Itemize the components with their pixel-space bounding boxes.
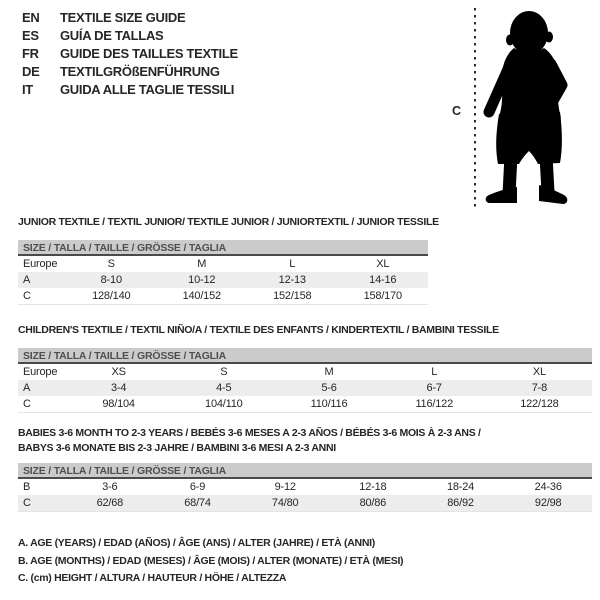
value-cell: 6-7 [426,382,442,394]
value-cell: 8-10 [100,274,122,286]
height-measure-dotted-line [474,8,476,208]
value-cell: 116/122 [415,398,453,410]
junior-size-table [18,240,428,305]
value-cell: 110/116 [310,398,348,410]
size-cell: L [289,258,296,270]
babies-size-table [18,463,592,512]
size-header-banner: SIZE / TALLA / TAILLE / GRÖSSE / TAGLIA [18,348,592,364]
section-children [18,323,592,413]
value-cell: 7-8 [531,382,548,394]
language-row-de [22,63,238,81]
language-row-es [22,27,238,45]
value-cell: 128/140 [92,290,131,302]
section-junior [18,215,439,305]
table-row [18,288,428,304]
row-label: C [23,398,31,410]
size-cell: XL [532,366,546,378]
height-measure-label: C [452,104,462,118]
section-title: JUNIOR TEXTILE / TEXTIL JUNIOR/ TEXTILE JUNIOR / JUNIORTEXTIL / JUNIOR TESSILE [18,216,439,228]
value-cell: 152/158 [273,290,312,302]
language-row-it [22,81,238,99]
toddler-silhouette-icon [481,6,573,210]
section-title-line1: BABIES 3-6 MONTH TO 2-3 YEARS / BEBÉS 3-6 MESES A 2-3 AÑOS / BÉBÉS 3-6 MOIS À 2-3 ANS / [18,427,481,439]
size-cell: S [220,366,228,378]
value-cell: 62/68 [96,497,124,509]
language-label: TEXTILE SIZE GUIDE [60,10,186,25]
value-cell: 10-12 [188,274,216,286]
children-size-table [18,348,592,413]
value-cell: 104/110 [205,398,243,410]
language-label: TEXTILGRÖßENFÜHRUNG [60,64,220,79]
value-cell: 86/92 [447,497,474,509]
value-cell: 5-6 [321,382,337,394]
table-row [18,396,592,412]
size-cell: L [431,366,438,378]
language-label: GUIDA ALLE TAGLIE TESSILI [60,82,235,97]
value-cell: 24-36 [534,481,562,493]
value-cell: 92/98 [534,497,562,509]
value-cell: 98/104 [102,398,135,410]
size-header-banner: SIZE / TALLA / TAILLE / GRÖSSE / TAGLIA [18,240,428,256]
footnotes [18,535,403,588]
value-cell: 6-9 [189,481,206,493]
table-row [18,380,592,396]
row-label: C [23,497,31,509]
language-label: GUÍA DE TALLAS [60,28,164,43]
language-row-en [22,9,238,27]
table-row [18,479,592,495]
row-label: Europe [23,258,58,270]
language-code: EN [22,10,40,25]
value-cell: 140/152 [182,290,221,302]
language-code: IT [22,82,33,97]
section-title-line2: BABYS 3-6 MONATE BIS 2-3 JAHRE / BAMBINI 3-6 MESI A 2-3 ANNI [18,442,336,454]
size-cell: XS [111,366,126,378]
row-label: B [23,481,31,493]
value-cell: 122/128 [520,398,559,410]
language-list [22,9,238,99]
language-label: GUIDE DES TAILLES TEXTILE [60,46,238,61]
value-cell: 158/170 [363,290,402,302]
section-title: CHILDREN'S TEXTILE / TEXTIL NIÑO/A / TEXTILE DES ENFANTS / KINDERTEXTIL / BAMBINI TESSILE [18,324,499,336]
table-row [18,272,428,288]
value-cell: 4-5 [216,382,232,394]
table-row [18,495,592,511]
value-cell: 3-6 [102,481,118,493]
language-code: DE [22,64,40,79]
value-cell: 14-16 [369,274,397,286]
table-row [18,364,592,380]
value-cell: 18-24 [446,481,475,493]
row-label: A [23,274,31,286]
value-cell: 74/80 [271,497,299,509]
language-row-fr [22,45,238,63]
row-label: A [23,382,31,394]
table-row [18,256,428,272]
row-label: C [23,290,31,302]
value-cell: 80/86 [359,497,387,509]
size-cell: M [324,366,334,378]
size-cell: S [107,258,115,270]
value-cell: 3-4 [110,382,127,394]
footnote-b: B. AGE (MONTHS) / EDAD (MESES) / ÂGE (MOIS) / ALTER (MONATE) / ETÀ (MESI) [18,554,404,567]
value-cell: 68/74 [184,497,211,509]
footnote-a: A. AGE (YEARS) / EDAD (AÑOS) / ÂGE (ANS) / ALTER (JAHRE) / ETÀ (ANNI) [18,537,375,549]
size-cell: M [197,258,207,270]
language-code: ES [22,28,39,43]
value-cell: 12-18 [359,481,387,493]
footnote-c: C. (cm) HEIGHT / ALTURA / HAUTEUR / HÖHE / ALTEZZA [18,572,287,584]
value-cell: 9-12 [274,481,296,493]
language-code: FR [22,46,39,61]
row-label: Europe [23,366,58,378]
size-header-banner: SIZE / TALLA / TAILLE / GRÖSSE / TAGLIA [18,463,592,479]
value-cell: 12-13 [278,274,306,286]
size-cell: XL [376,258,390,270]
section-babies [18,426,592,512]
